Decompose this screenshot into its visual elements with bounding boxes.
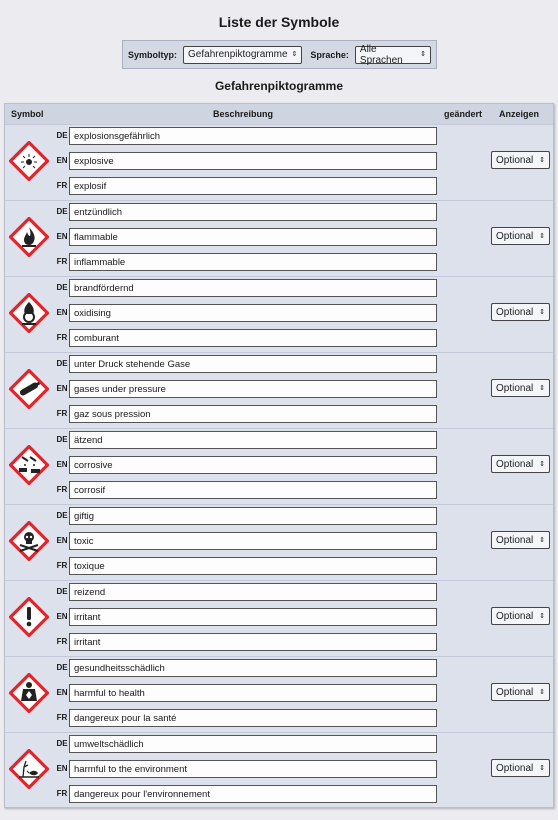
description-field-en[interactable]: harmful to the environment [69,760,437,778]
symbol-type-select[interactable] [183,46,302,64]
table-header [5,104,553,124]
language-label: Sprache: [310,49,349,60]
show-select[interactable] [491,227,550,245]
language-code-fr: FR [56,409,68,418]
chevron-updown-icon: ⇕ [539,460,545,468]
language-code-en: EN [56,232,68,241]
language-code-en: EN [56,764,68,773]
environment-pictogram-icon [9,749,49,789]
description-field-fr[interactable]: dangereux pour l'environnement [69,785,437,803]
language-code-en: EN [56,308,68,317]
description-field-en[interactable]: explosive [69,152,437,170]
description-field-en[interactable]: oxidising [69,304,437,322]
language-code-en: EN [56,612,68,621]
symbol-row [5,124,553,200]
language-code-de: DE [56,511,68,520]
description-field-de[interactable]: brandfördernd [69,279,437,297]
chevron-updown-icon: ⇕ [539,308,545,316]
section-title: Gefahrenpiktogramme [214,79,344,93]
language-code-fr: FR [56,333,68,342]
column-header-symbol: Symbol [11,109,44,119]
symbol-row [5,428,553,504]
description-field-de[interactable]: gesundheitsschädlich [69,659,437,677]
description-field-de[interactable]: umweltschädlich [69,735,437,753]
symbol-row [5,352,553,428]
show-select[interactable] [491,151,550,169]
chevron-updown-icon: ⇕ [539,764,545,772]
description-field-en[interactable]: harmful to health [69,684,437,702]
irritant-pictogram-icon [9,597,49,637]
symbol-row [5,200,553,276]
symbol-row [5,732,553,808]
description-field-fr[interactable]: irritant [69,633,437,651]
description-field-de[interactable]: reizend [69,583,437,601]
language-code-fr: FR [56,637,68,646]
column-header-changed: geändert [444,109,483,119]
show-select-value: Optional [496,762,534,774]
description-field-en[interactable]: irritant [69,608,437,626]
language-code-de: DE [56,663,68,672]
show-select-value: Optional [496,686,534,698]
symbol-row [5,276,553,352]
symbol-table [4,103,554,808]
show-select[interactable] [491,303,550,321]
show-select[interactable] [491,683,550,701]
page-title: Liste der Symbole [218,14,340,30]
language-code-de: DE [56,131,68,140]
chevron-updown-icon: ⇕ [539,384,545,392]
show-select-value: Optional [496,154,534,166]
flammable-pictogram-icon [9,217,49,257]
show-select[interactable] [491,531,550,549]
show-select[interactable] [491,607,550,625]
chevron-updown-icon: ⇕ [539,688,545,696]
oxidising-pictogram-icon [9,293,49,333]
show-select-value: Optional [496,306,534,318]
column-header-show: Anzeigen [499,109,540,119]
language-code-en: EN [56,460,68,469]
description-field-fr[interactable]: inflammable [69,253,437,271]
health-hazard-pictogram-icon [9,673,49,713]
language-select[interactable] [355,43,431,66]
language-code-de: DE [56,359,68,368]
symbol-row [5,656,553,732]
description-field-fr[interactable]: dangereux pour la santé [69,709,437,727]
symbol-type-label: Symboltyp: [128,49,178,60]
description-field-en[interactable]: toxic [69,532,437,550]
language-code-fr: FR [56,257,68,266]
language-code-fr: FR [56,789,68,798]
chevron-updown-icon: ⇕ [539,612,545,620]
language-code-en: EN [56,384,68,393]
description-field-en[interactable]: corrosive [69,456,437,474]
chevron-updown-icon: ⇕ [539,156,545,164]
description-field-fr[interactable]: explosif [69,177,437,195]
chevron-updown-icon: ⇕ [539,232,545,240]
description-field-en[interactable]: flammable [69,228,437,246]
description-field-de[interactable]: giftig [69,507,437,525]
language-code-fr: FR [56,713,68,722]
description-field-en[interactable]: gases under pressure [69,380,437,398]
chevron-updown-icon: ⇕ [539,536,545,544]
explosive-pictogram-icon [9,141,49,181]
language-code-de: DE [56,587,68,596]
language-code-de: DE [56,739,68,748]
chevron-updown-icon: ⇕ [291,51,298,58]
language-code-de: DE [56,207,68,216]
language-code-fr: FR [56,181,68,190]
show-select-value: Optional [496,230,534,242]
description-field-fr[interactable]: toxique [69,557,437,575]
toxic-pictogram-icon [9,521,49,561]
symbol-row [5,504,553,580]
language-code-fr: FR [56,485,68,494]
column-header-description: Beschreibung [213,109,274,119]
show-select[interactable] [491,379,550,397]
description-field-fr[interactable]: gaz sous pression [69,405,437,423]
language-code-en: EN [56,156,68,165]
description-field-de[interactable]: ätzend [69,431,437,449]
gas-cylinder-pictogram-icon [9,369,49,409]
description-field-de[interactable]: entzündlich [69,203,437,221]
show-select-value: Optional [496,458,534,470]
show-select-value: Optional [496,610,534,622]
language-code-fr: FR [56,561,68,570]
language-value: Alle Sprachen [359,43,403,66]
corrosive-pictogram-icon [9,445,49,485]
description-field-de[interactable]: explosionsgefährlich [69,127,437,145]
symbol-type-value: Gefahrenpiktogramme [188,49,288,60]
show-select[interactable] [491,455,550,473]
description-field-de[interactable]: unter Druck stehende Gase [69,355,437,373]
description-field-fr[interactable]: corrosif [69,481,437,499]
language-code-de: DE [56,435,68,444]
language-code-de: DE [56,283,68,292]
show-select-value: Optional [496,382,534,394]
show-select-value: Optional [496,534,534,546]
symbol-row [5,580,553,656]
show-select[interactable] [491,759,550,777]
chevron-updown-icon: ⇕ [420,51,426,58]
filter-bar [122,40,437,69]
language-code-en: EN [56,688,68,697]
language-code-en: EN [56,536,68,545]
description-field-fr[interactable]: comburant [69,329,437,347]
